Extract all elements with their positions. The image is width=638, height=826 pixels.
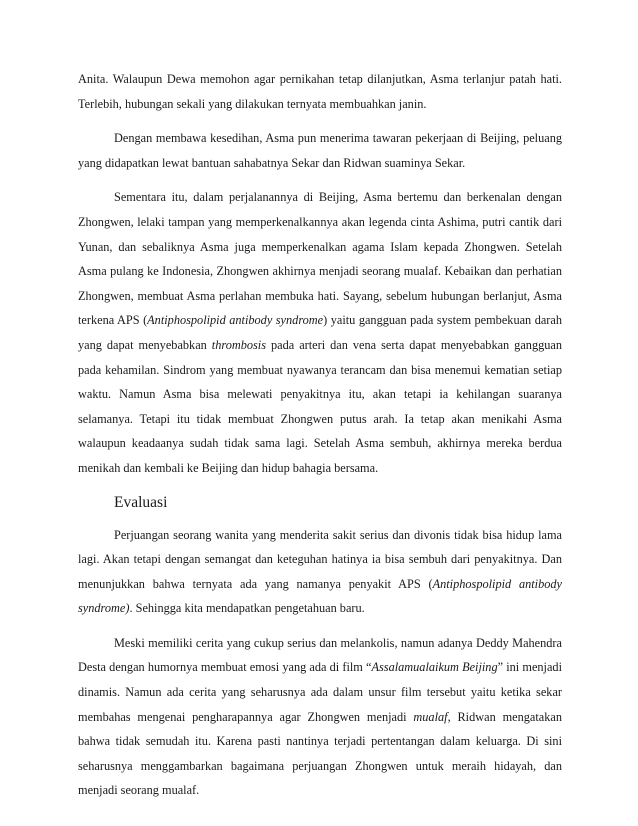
- section-heading-evaluasi: Evaluasi: [114, 493, 168, 511]
- paragraph-3-italic-aps: Antiphospolipid antibody syndrome: [147, 313, 324, 328]
- paragraph-4: [78, 523, 562, 621]
- paragraph-5-italic-film-title: Assalamualaikum Beijing: [371, 660, 498, 675]
- paragraph-3-text-c: pada arteri dan vena serta dapat menyebabkan gangguan pada kehamilan. Sindrom yang membuat nyawanya terancam dan bisa menemui kematian setiap waktu. Namun Asma bisa melewati penyakitnya itu, akan tetapi ia kehilangan suaranya selamanya. Tetapi itu tidak membuat Zhongwen putus arah. Ia tetap akan menikahi Asma walaupun keadaanya sudah tidak sama lagi. Setelah Asma sembuh, akhirnya mereka berdua menikah dan kembali ke Beijing dan hidup bahagia bersama.: [78, 337, 562, 475]
- document-body: [78, 67, 562, 813]
- paragraph-5-text-b: ” ini menjadi dinamis. Namun ada cerita yang seharusnya ada dalam unsur film tersebut yaitu ketika sekar membahas mengenai pengharapannya agar Zhongwen menjadi: [78, 660, 562, 724]
- paragraph-3-text-b: ) yaitu gangguan pada system pembekuan darah yang dapat menyebabkan: [78, 313, 563, 352]
- paragraph-3-italic-thrombosis: thrombosis: [211, 337, 267, 352]
- paragraph-5-italic-mualaf: mualaf: [413, 709, 448, 724]
- paragraph-2-text: Dengan membawa kesedihan, Asma pun menerima tawaran pekerjaan di Beijing, peluang yang didapatkan lewat bantuan sahabatnya Sekar dan Ridwan suaminya Sekar.: [78, 131, 562, 170]
- paragraph-3: [78, 185, 562, 480]
- paragraph-5: [78, 631, 562, 803]
- paragraph-4-text-a: Perjuangan seorang wanita yang menderita sakit serius dan divonis tidak bisa hidup lama lagi. Akan tetapi dengan semangat dan keteguhan hatinya ia bisa sembuh dari penyakitnya. Dan menunjukkan bahwa ternyata ada yang namanya penyakit APS (: [78, 527, 562, 591]
- paragraph-3-text-a: Sementara itu, dalam perjalanannya di Beijing, Asma bertemu dan berkenalan dengan Zhongwen, lelaki tampan yang memperkenalkannya akan legenda cinta Ashima, putri cantik dari Yunan, dan sebaliknya Asma juga memperkenalkan agama Islam kepada Zhongwen. Setelah Asma pulang ke Indonesia, Zhongwen akhirnya menjadi seorang mualaf. Kebaikan dan perhatian Zhongwen, membuat Asma perlahan membuka hati. Sayang, sebelum hubungan berlanjut, Asma terkena APS (: [78, 190, 562, 328]
- paragraph-1: [78, 67, 562, 116]
- paragraph-5-text-a: Meski memiliki cerita yang cukup serius dan melankolis, namun adanya Deddy Mahendra Desta dengan humornya membuat emosi yang ada di film “: [78, 635, 562, 675]
- paragraph-1-text: Anita. Walaupun Dewa memohon agar pernikahan tetap dilanjutkan, Asma terlanjur patah hati. Terlebih, hubungan sekali yang dilakukan ternyata membuahkan janin.: [78, 72, 562, 111]
- paragraph-2: [78, 126, 562, 175]
- paragraph-4-text-b: . Sehingga kita mendapatkan pengetahuan baru.: [129, 601, 365, 616]
- paragraph-5-text-c: , Ridwan mengatakan bahwa tidak semudah itu. Karena pasti nantinya terjadi pertentangan dalam keluarga. Di sini seharusnya menggambarkan bagaimana perjuangan Zhongwen untuk meraih hidayah, dan menjadi seorang mualaf.: [78, 709, 562, 798]
- paragraph-4-italic-aps: Antiphospolipid antibody syndrome): [78, 576, 562, 616]
